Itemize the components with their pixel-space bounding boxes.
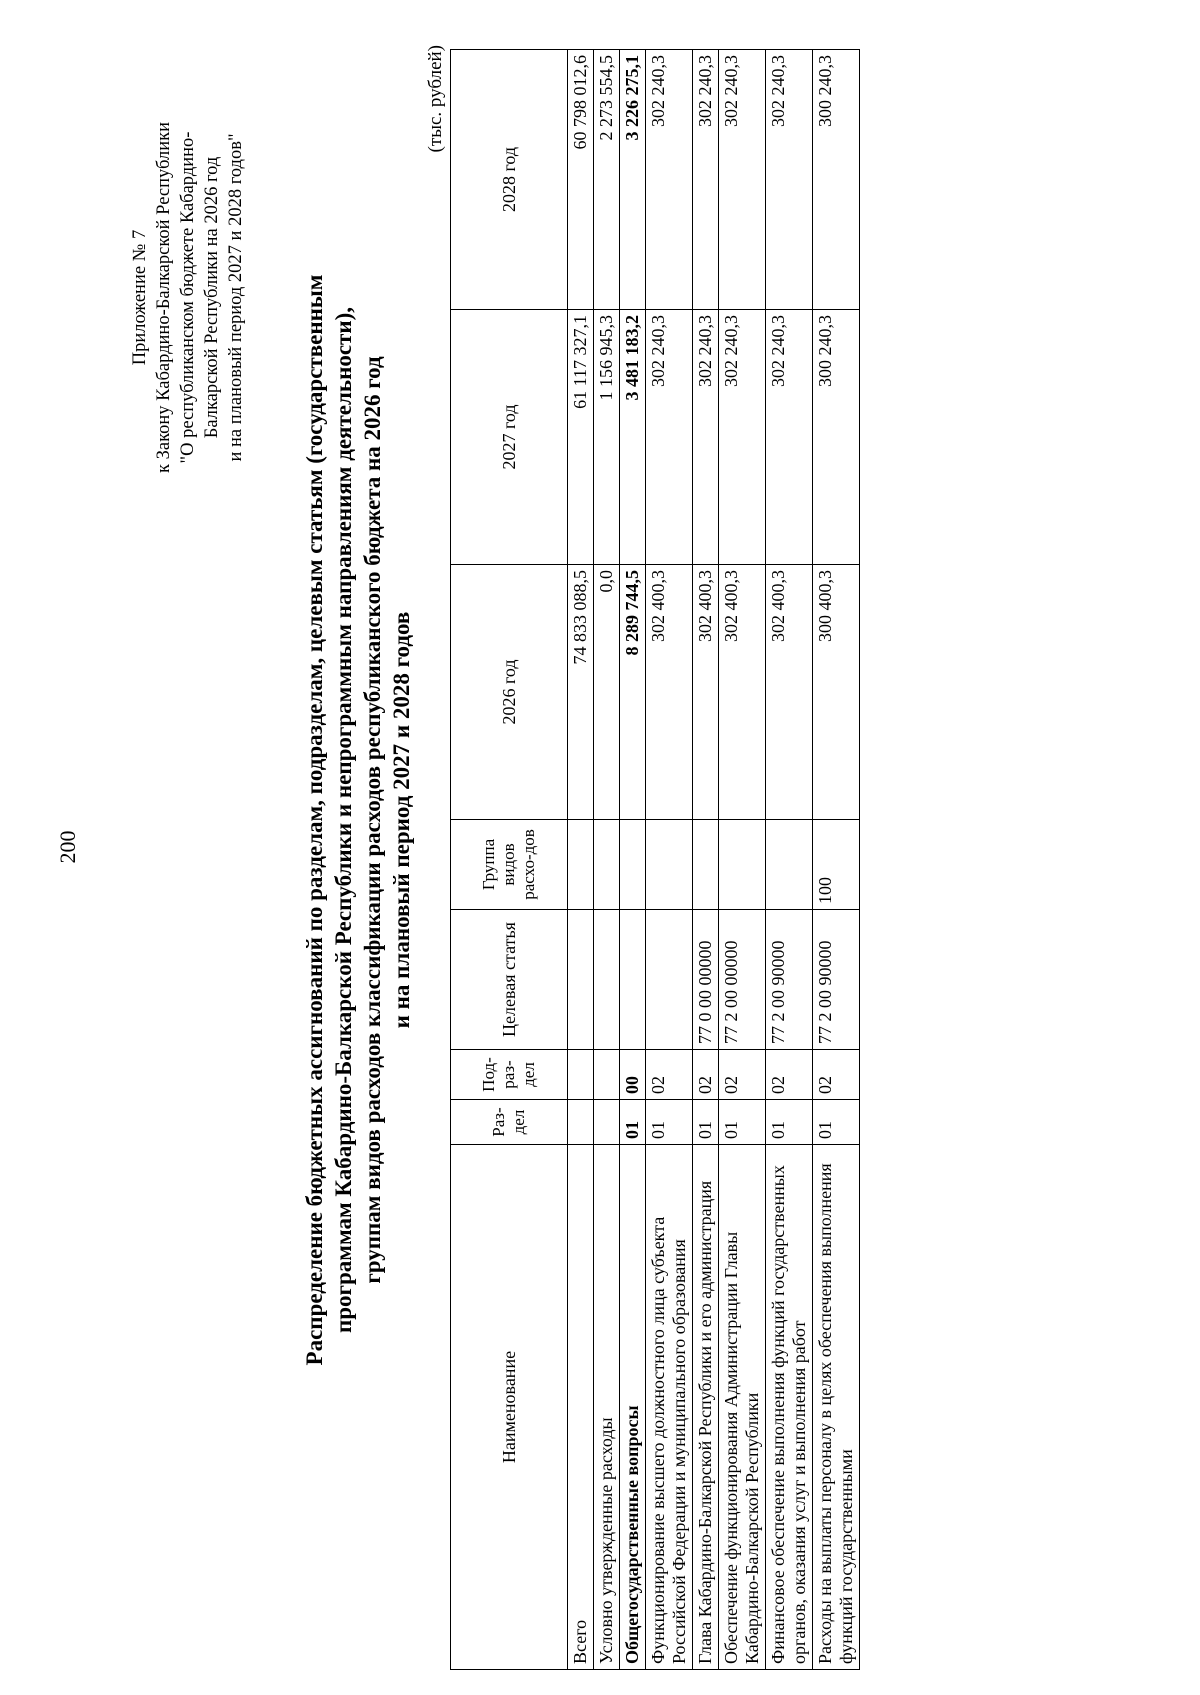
cell-2026: 0,0 [594, 565, 620, 820]
table-row [813, 50, 860, 1670]
cell-name: Функционирование высшего должностного лица субъекта Российской Федерации и муниципального образования [646, 1145, 693, 1670]
cell-2026: 302 400,3 [766, 565, 813, 820]
appendix-line: и на плановый период 2027 и 2028 годов" [226, 133, 246, 462]
cell-2028: 302 240,3 [719, 50, 766, 310]
appendix-line: к Закону Кабардино-Балкарской Республики [154, 122, 174, 473]
cell-2027: 1 156 945,3 [594, 310, 620, 565]
cell-2026: 302 400,3 [646, 565, 693, 820]
cell-2027: 3 481 183,2 [620, 310, 646, 565]
title-line: программам Кабардино-Балкарской Республики и непрограммным направлениям деятельности), [331, 307, 356, 1333]
cell-name: Всего [568, 1145, 594, 1670]
table-header-row [451, 50, 568, 1670]
cell-2028: 302 240,3 [693, 50, 719, 310]
cell-target [568, 910, 594, 1050]
cell-name: Расходы на выплаты персоналу в целях обеспечения выполнения функций государственными [813, 1145, 860, 1670]
page-number: 200 [55, 830, 80, 864]
cell-section: 01 [813, 1100, 860, 1145]
cell-2027: 302 240,3 [719, 310, 766, 565]
header-target: Целевая статья [451, 910, 568, 1050]
cell-subsection: 00 [620, 1050, 646, 1100]
header-2028: 2028 год [451, 50, 568, 310]
document-title [300, 80, 416, 1560]
appendix-line: "О республиканском бюджете Кабардино- [178, 131, 198, 464]
header-2026: 2026 год [451, 565, 568, 820]
cell-group [646, 820, 693, 910]
cell-subsection: 02 [719, 1050, 766, 1100]
cell-group [594, 820, 620, 910]
table-row [719, 50, 766, 1670]
cell-subsection [594, 1050, 620, 1100]
cell-2028: 60 798 012,6 [568, 50, 594, 310]
cell-2028: 300 240,3 [813, 50, 860, 310]
cell-subsection [568, 1050, 594, 1100]
cell-2026: 302 400,3 [693, 565, 719, 820]
cell-subsection: 02 [813, 1050, 860, 1100]
table-row [568, 50, 594, 1670]
units-label: (тыс. рублей) [425, 45, 446, 153]
cell-name: Обеспечение функционирования Администрации Главы Кабардино-Балкарской Республики [719, 1145, 766, 1670]
cell-2027: 302 240,3 [766, 310, 813, 565]
cell-2027: 302 240,3 [693, 310, 719, 565]
cell-2027: 61 117 327,1 [568, 310, 594, 565]
table-row [646, 50, 693, 1670]
cell-section: 01 [620, 1100, 646, 1145]
cell-group [766, 820, 813, 910]
cell-group [568, 820, 594, 910]
cell-name: Условно утвержденные расходы [594, 1145, 620, 1670]
cell-subsection: 02 [646, 1050, 693, 1100]
cell-2026: 74 833 088,5 [568, 565, 594, 820]
cell-name: Общегосударственные вопросы [620, 1145, 646, 1670]
cell-section [568, 1100, 594, 1145]
cell-target: 77 2 00 90000 [813, 910, 860, 1050]
cell-2026: 8 289 744,5 [620, 565, 646, 820]
table-row [693, 50, 719, 1670]
header-name: Наименование [451, 1145, 568, 1670]
cell-2027: 302 240,3 [646, 310, 693, 565]
title-line: и на плановый период 2027 и 2028 годов [389, 611, 414, 1029]
header-section: Раз-дел [451, 1100, 568, 1145]
appendix-line: Приложение № 7 [130, 229, 150, 366]
cell-2027: 300 240,3 [813, 310, 860, 565]
cell-target: 77 2 00 00000 [719, 910, 766, 1050]
cell-group: 100 [813, 820, 860, 910]
header-group: Группа видов расхо-дов [451, 820, 568, 910]
cell-section: 01 [693, 1100, 719, 1145]
cell-target [620, 910, 646, 1050]
cell-section [594, 1100, 620, 1145]
cell-name: Финансовое обеспечение выполнения функций государственных органов, оказания услуг и выполнения работ [766, 1145, 813, 1670]
header-subsection: Под-раз-дел [451, 1050, 568, 1100]
cell-2028: 302 240,3 [646, 50, 693, 310]
cell-name: Глава Кабардино-Балкарской Республики и его администрация [693, 1145, 719, 1670]
cell-2028: 2 273 554,5 [594, 50, 620, 310]
cell-target [646, 910, 693, 1050]
cell-2026: 302 400,3 [719, 565, 766, 820]
appendix-header [128, 40, 248, 555]
cell-section: 01 [646, 1100, 693, 1145]
cell-section: 01 [719, 1100, 766, 1145]
cell-section: 01 [766, 1100, 813, 1145]
cell-target: 77 2 00 90000 [766, 910, 813, 1050]
table-row [620, 50, 646, 1670]
table-row [766, 50, 813, 1670]
cell-2028: 3 226 275,1 [620, 50, 646, 310]
cell-target [594, 910, 620, 1050]
table-row [594, 50, 620, 1670]
cell-group [719, 820, 766, 910]
cell-subsection: 02 [766, 1050, 813, 1100]
cell-target: 77 0 00 00000 [693, 910, 719, 1050]
budget-table [450, 49, 860, 1670]
title-line: Распределение бюджетных ассигнований по разделам, подразделам, целевым статьям (государственным [302, 274, 327, 1366]
header-2027: 2027 год [451, 310, 568, 565]
cell-2026: 300 400,3 [813, 565, 860, 820]
appendix-line: Балкарской Республики на 2026 год [202, 156, 222, 439]
cell-2028: 302 240,3 [766, 50, 813, 310]
title-line: группам видов расходов классификации расходов республиканского бюджета на 2026 год [360, 356, 385, 1284]
cell-subsection: 02 [693, 1050, 719, 1100]
cell-group [693, 820, 719, 910]
cell-group [620, 820, 646, 910]
